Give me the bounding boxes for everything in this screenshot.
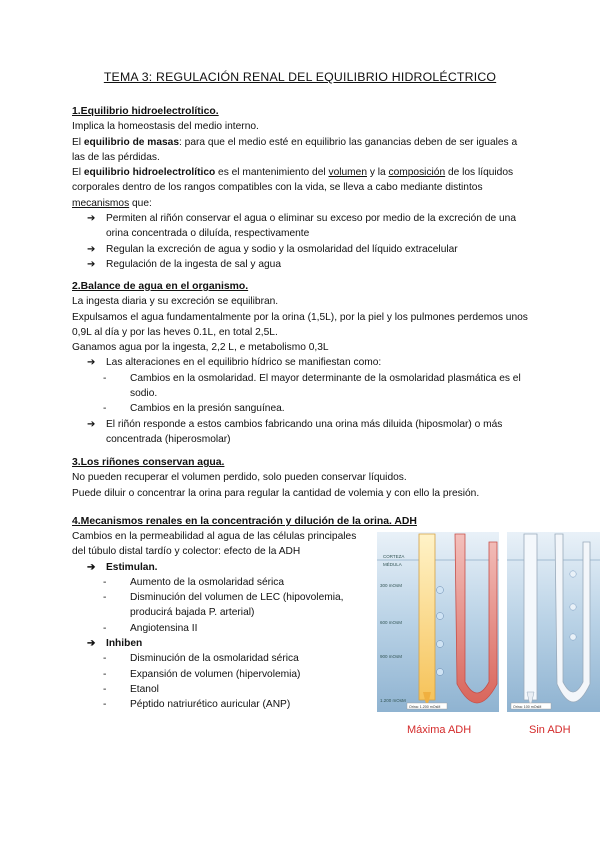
- water-icon: [570, 571, 576, 577]
- water-icon: [437, 669, 444, 676]
- adh-diagram: [377, 532, 600, 739]
- osm-label: 600 mOsM: [380, 620, 403, 625]
- list-item: ➔ Regulación de la ingesta de sal y agua: [84, 257, 532, 272]
- water-icon: [437, 613, 444, 620]
- osm-label: 300 mOsM: [380, 583, 403, 588]
- list-item: ➔ Regulan la excreción de agua y sodio y la osmolaridad del líquido extracelular: [84, 242, 532, 257]
- list-subitem: - Etanol: [72, 682, 364, 697]
- list-subitem: - Angiotensina II: [72, 621, 364, 636]
- caption-max-adh: Máxima ADH: [407, 724, 472, 736]
- list-subitem: - Péptido natriurético auricular (ANP): [72, 697, 364, 712]
- list-subitem: - Disminución de la osmolaridad sérica: [72, 651, 364, 666]
- inhibit-label: ➔ Inhiben: [84, 636, 364, 651]
- section-4-body: [72, 529, 364, 713]
- osm-label: 1.200 mOsM: [380, 698, 406, 703]
- section-3-p1: No pueden recuperar el volumen perdido, solo pueden conservar líquidos.: [72, 472, 407, 484]
- list-item: ➔ El riñón responde a estos cambios fabricando una orina más diluida (hiposmolar) o más concentrada (hiperosmolar): [84, 417, 532, 448]
- collecting-duct-no-adh: [524, 534, 537, 700]
- section-1-heading: 1.Equilibrio hidroelectrolítico.: [72, 106, 219, 117]
- section-3: [72, 455, 532, 501]
- list-subitem: - Expansión de volumen (hipervolemia): [72, 667, 364, 682]
- collecting-duct: [419, 534, 435, 700]
- list-item: ➔ Las alteraciones en el equilibrio hídrico se manifiestan como:: [84, 355, 532, 370]
- page-title: TEMA 3: REGULACIÓN RENAL DEL EQUILIBRIO HIDROLÉCTRICO: [103, 70, 497, 84]
- osm-label: 900 mOsM: [380, 654, 403, 659]
- section-1: [72, 104, 532, 272]
- list-subitem: - Aumento de la osmolaridad sérica: [72, 575, 364, 590]
- section-2-heading: 2.Balance de agua en el organismo.: [72, 281, 249, 292]
- urine-label-right: Orina: 100 mOsM: [513, 704, 542, 709]
- section-3-p2: Puede diluir o concentrar la orina para regular la cantidad de volemia y con ello la presión.: [72, 487, 480, 499]
- list-subitem: - Disminución del volumen de LEC (hipovolemia, producirá bajada P. arterial): [72, 590, 364, 621]
- section-3-heading: 3.Los riñones conservan agua.: [72, 457, 225, 468]
- water-icon: [570, 604, 576, 610]
- urine-label-left: Orina: 1.200 mOsM: [409, 704, 441, 709]
- section-4-heading: 4.Mecanismos renales en la concentración y dilución de la orina. ADH: [72, 516, 417, 527]
- section-2: [72, 279, 532, 447]
- section-2-p2: Expulsamos el agua fundamentalmente por la orina (1,5L), por la piel y los pulmones perdemos unos 0,9L al día y por las heves 0.1L, en total 2,5L.: [72, 311, 528, 338]
- list-item: ➔ Permiten al riñón conservar el agua o eliminar su exceso por medio de la excreción de una orina concentrada o diluída, respectivamente: [84, 211, 532, 242]
- section-1-p3: El equilibrio hidroelectrolítico es el mantenimiento del volumen y la composición de los líquidos corporales dentro de los rangos compatibles con la vida, se lleva a cabo mediante distintos mecanismos que:: [72, 167, 514, 209]
- stimulate-label: ➔ Estimulan.: [84, 560, 364, 575]
- label-corteza: CORTEZA: [383, 554, 405, 559]
- adh-nephron-figure: [377, 532, 600, 739]
- section-2-p1: La ingesta diaria y su excreción se equilibran.: [72, 296, 279, 308]
- section-4: [72, 514, 452, 529]
- list-subitem: - Cambios en la presión sanguínea.: [72, 401, 532, 416]
- caption-sin-adh: Sin ADH: [529, 724, 571, 736]
- label-medula: MÉDULA: [383, 562, 402, 567]
- section-1-p1: Implica la homeostasis del medio interno.: [72, 121, 259, 133]
- section-1-p2: El equilibrio de masas: para que el medio esté en equilibrio las ganancias deben de ser iguales a las de las pérdidas.: [72, 136, 518, 163]
- section-2-p3: Ganamos agua por la ingesta, 2,2 L, e metabolismo 0,3L: [72, 342, 329, 354]
- section-4-intro: Cambios en la permeabilidad al agua de las células principales del túbulo distal tardío y colector: efecto de la ADH: [72, 531, 357, 558]
- water-icon: [437, 641, 444, 648]
- list-subitem: - Cambios en la osmolaridad. El mayor determinante de la osmolaridad plasmática es el sodio.: [72, 371, 532, 402]
- water-icon: [570, 634, 576, 640]
- water-icon: [437, 587, 444, 594]
